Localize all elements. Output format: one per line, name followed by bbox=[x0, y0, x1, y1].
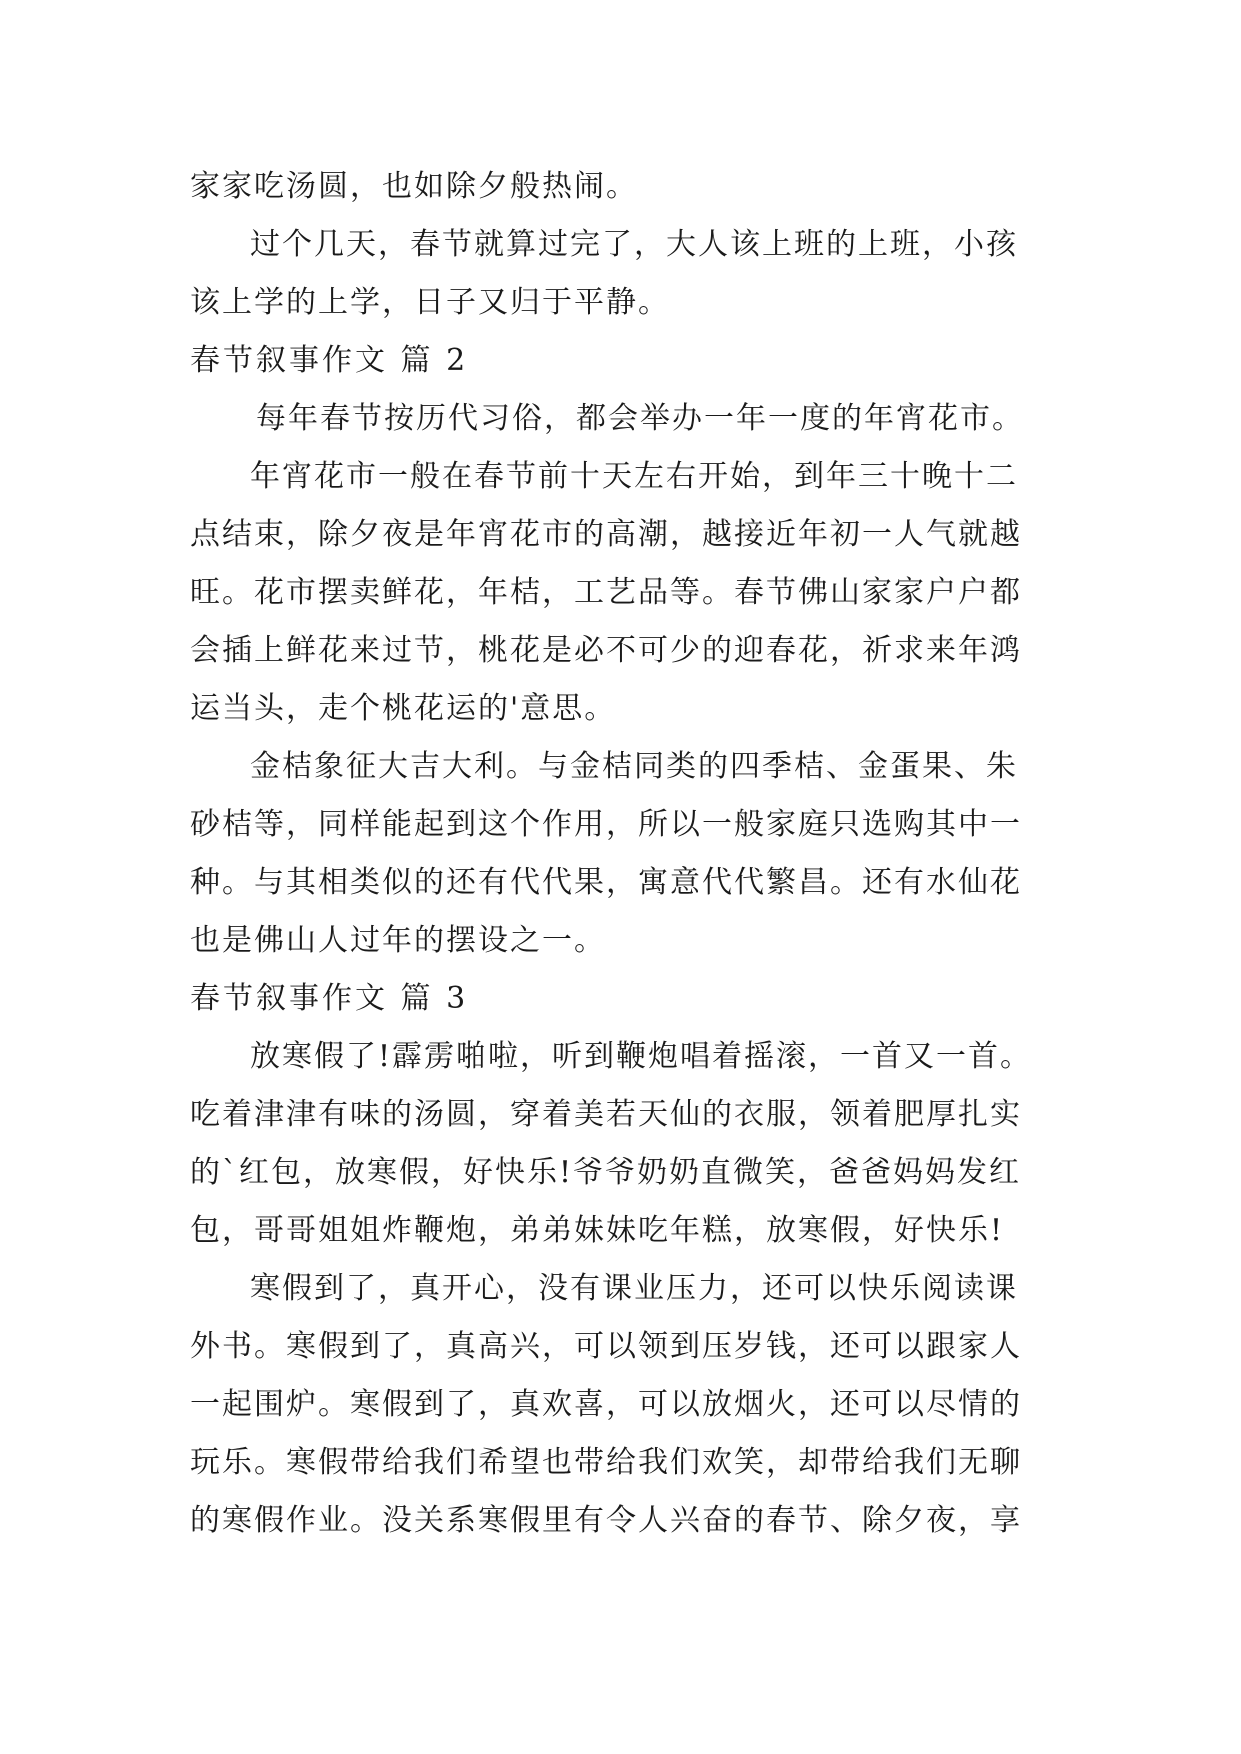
text-line: 旺。花市摆卖鲜花，年桔，工艺品等。春节佛山家家户户都 bbox=[190, 575, 1022, 610]
document-page bbox=[190, 158, 1070, 1550]
text-line: 过个几天，春节就算过完了，大人该上班的上班，小孩 bbox=[250, 227, 1018, 262]
text-line: 金桔象征大吉大利。与金桔同类的四季桔、金蛋果、朱 bbox=[250, 749, 1018, 784]
section-heading: 春节叙事作文 篇 2 bbox=[190, 343, 469, 378]
text-line: 也是佛山人过年的摆设之一。 bbox=[190, 923, 606, 958]
text-line: 寒假到了，真开心，没有课业压力，还可以快乐阅读课 bbox=[250, 1271, 1018, 1306]
text-line: 家家吃汤圆，也如除夕般热闹。 bbox=[190, 169, 638, 204]
text-line: 吃着津津有味的汤圆，穿着美若天仙的衣服，领着肥厚扎实 bbox=[190, 1097, 1022, 1132]
text-line: 的`红包，放寒假，好快乐!爷爷奶奶直微笑，爸爸妈妈发红 bbox=[190, 1155, 1022, 1190]
text-line: 该上学的上学，日子又归于平静。 bbox=[190, 285, 670, 320]
text-line: 运当头，走个桃花运的'意思。 bbox=[190, 691, 617, 726]
text-line: 包，哥哥姐姐炸鞭炮，弟弟妹妹吃年糕，放寒假，好快乐! bbox=[190, 1213, 1005, 1248]
text-line: 种。与其相类似的还有代代果，寓意代代繁昌。还有水仙花 bbox=[190, 865, 1022, 900]
text-line: 点结束，除夕夜是年宵花市的高潮，越接近年初一人气就越 bbox=[190, 517, 1022, 552]
section-heading: 春节叙事作文 篇 3 bbox=[190, 981, 469, 1016]
text-line: 年宵花市一般在春节前十天左右开始，到年三十晚十二 bbox=[250, 459, 1018, 494]
text-line: 会插上鲜花来过节，桃花是必不可少的迎春花，祈求来年鸿 bbox=[190, 633, 1022, 668]
text-line: 玩乐。寒假带给我们希望也带给我们欢笑，却带给我们无聊 bbox=[190, 1445, 1022, 1480]
text-line: 砂桔等，同样能起到这个作用，所以一般家庭只选购其中一 bbox=[190, 807, 1022, 842]
text-line: 外书。寒假到了，真高兴，可以领到压岁钱，还可以跟家人 bbox=[190, 1329, 1022, 1364]
text-line: 每年春节按历代习俗，都会举办一年一度的年宵花市。 bbox=[256, 401, 1024, 436]
text-line: 的寒假作业。没关系寒假里有令人兴奋的春节、除夕夜，享 bbox=[190, 1503, 1022, 1538]
text-line: 放寒假了!霹雳啪啦，听到鞭炮唱着摇滚，一首又一首。 bbox=[250, 1039, 1033, 1074]
text-line: 一起围炉。寒假到了，真欢喜，可以放烟火，还可以尽情的 bbox=[190, 1387, 1022, 1422]
